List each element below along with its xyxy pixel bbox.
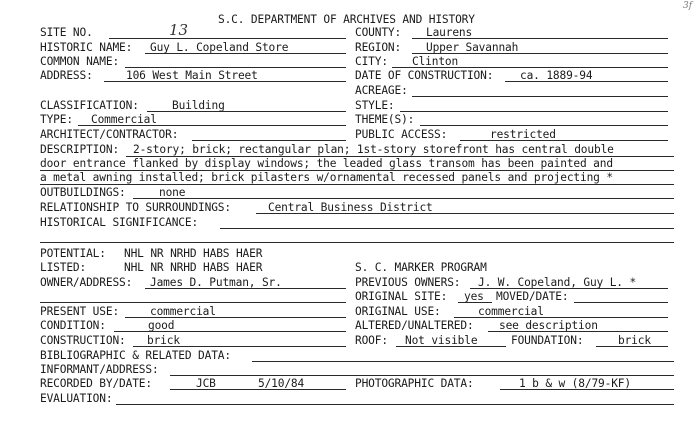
previous-owners-value: J. W. Copeland, Guy L. *: [478, 276, 637, 289]
county-value: Laurens: [426, 26, 473, 39]
address-value: 106 West Main Street: [126, 69, 258, 82]
potential-options: NHL NR NRHD HABS HAER: [124, 247, 263, 260]
evaluation-line: [116, 404, 674, 405]
previous-owners-line: [470, 288, 668, 289]
region-line: [412, 53, 668, 54]
classification-line: [147, 111, 346, 112]
region-value: Upper Savannah: [426, 41, 519, 54]
historical-significance-line: [220, 228, 674, 229]
photographic-data-line: [500, 389, 674, 390]
common-name-label: COMMON NAME:: [40, 55, 120, 68]
style-line: [400, 111, 668, 112]
original-site-value: yes: [464, 290, 484, 303]
acreage-line: [412, 96, 668, 97]
foundation-label: FOUNDATION:: [511, 334, 584, 347]
marker-program-label: S. C. MARKER PROGRAM: [355, 261, 487, 274]
listed-label: LISTED:: [40, 261, 87, 274]
city-label: CITY:: [355, 55, 388, 68]
city-value: Clinton: [412, 55, 459, 68]
relationship-line: [256, 213, 674, 214]
roof-value: Not visible: [405, 334, 478, 347]
type-label: TYPE:: [40, 113, 73, 126]
recorded-date: 5/10/84: [258, 377, 305, 390]
foundation-line: [596, 346, 668, 347]
relationship-value: Central Business District: [268, 201, 433, 214]
historic-name-line: [145, 53, 346, 54]
photographic-data-label: PHOTOGRAPHIC DATA:: [355, 377, 474, 390]
evaluation-label: EVALUATION:: [40, 392, 113, 405]
outbuildings-value: none: [159, 186, 186, 199]
description-line-1: 2-story; brick; rectangular plan; 1st-story storefront has central double: [133, 143, 614, 156]
site-no-value: 13: [169, 21, 189, 39]
classification-label: CLASSIFICATION:: [40, 99, 139, 112]
historic-name-label: HISTORIC NAME:: [40, 41, 133, 54]
altered-line: [488, 331, 668, 332]
original-use-value: commercial: [478, 305, 544, 318]
date-of-construction-value: ca. 1889-94: [520, 69, 593, 82]
architect-line: [192, 140, 346, 141]
moved-date-line: [574, 302, 668, 303]
roof-label: ROOF:: [355, 334, 388, 347]
condition-line: [114, 331, 346, 332]
type-line: [78, 125, 346, 126]
county-line: [412, 38, 668, 39]
type-value: Commercial: [91, 113, 157, 126]
county-label: COUNTY:: [355, 26, 402, 39]
moved-date-label: MOVED/DATE:: [496, 290, 569, 303]
significance-extra-line: [40, 242, 674, 243]
historical-significance-label: HISTORICAL SIGNIFICANCE:: [40, 216, 199, 229]
potential-label: POTENTIAL:: [40, 247, 106, 260]
original-site-label: ORIGINAL SITE:: [355, 290, 448, 303]
foundation-value: brick: [618, 334, 651, 347]
previous-owners-label: PREVIOUS OWNERS:: [355, 276, 461, 289]
style-label: STYLE:: [355, 99, 395, 112]
date-of-construction-label: DATE OF CONSTRUCTION:: [355, 69, 494, 82]
outbuildings-line: [133, 198, 674, 199]
form-title: S.C. DEPARTMENT OF ARCHIVES AND HISTORY: [218, 13, 475, 26]
themes-line: [420, 125, 668, 126]
informant-label: INFORMANT/ADDRESS:: [40, 363, 159, 376]
public-access-line: [460, 140, 668, 141]
public-access-label: PUBLIC ACCESS:: [355, 128, 448, 141]
bibliographic-line: [252, 361, 674, 362]
present-use-label: PRESENT USE:: [40, 305, 120, 318]
recorder-initials: JCB: [196, 377, 216, 390]
informant-line: [170, 375, 674, 376]
historic-name-value: Guy L. Copeland Store: [150, 41, 289, 54]
condition-label: CONDITION:: [40, 319, 106, 332]
construction-label: CONSTRUCTION:: [40, 334, 126, 347]
present-use-value: commercial: [150, 305, 216, 318]
acreage-label: ACREAGE:: [355, 84, 408, 97]
recorded-by-label: RECORDED BY/DATE:: [40, 377, 152, 390]
site-no-line: [109, 38, 346, 39]
altered-value: see description: [499, 319, 598, 332]
construction-value: brick: [147, 334, 180, 347]
photographic-data-value: 1 b & w (8/79-KF): [519, 377, 631, 390]
condition-value: good: [148, 319, 175, 332]
address-line: [104, 81, 346, 82]
altered-label: ALTERED/UNALTERED:: [355, 319, 474, 332]
description-line-3: a metal awning installed; brick pilasters w/ornamental recessed panels and projecting *: [40, 171, 613, 184]
owner-address-label: OWNER/ADDRESS:: [40, 276, 133, 289]
description-line-2: door entrance flanked by display windows; the leaded glass transom has been painted and: [40, 157, 613, 170]
site-no-label: SITE NO.: [40, 26, 93, 39]
recorded-by-line: [170, 389, 346, 390]
roof-line: [396, 346, 506, 347]
address-label: ADDRESS:: [40, 69, 93, 82]
classification-value: Building: [172, 99, 225, 112]
themes-label: THEME(S):: [355, 113, 415, 126]
public-access-value: restricted: [490, 128, 556, 141]
bibliographic-label: BIBLIOGRAPHIC & RELATED DATA:: [40, 349, 231, 362]
date-of-construction-line: [505, 81, 668, 82]
city-line: [392, 67, 668, 68]
common-name-line: [125, 67, 346, 68]
listed-options: NHL NR NRHD HABS HAER: [124, 261, 263, 274]
owner-extra-line: [40, 302, 346, 303]
owner-address-line: [145, 288, 346, 289]
owner-address-value: James D. Putman, Sr.: [150, 276, 282, 289]
original-site-line: [458, 302, 492, 303]
relationship-label: RELATIONSHIP TO SURROUNDINGS:: [40, 201, 231, 214]
region-label: REGION:: [355, 41, 402, 54]
description-rule-3: [40, 184, 674, 185]
present-use-line: [125, 317, 346, 318]
original-use-line: [454, 317, 668, 318]
description-label: DESCRIPTION:: [40, 143, 120, 156]
architect-label: ARCHITECT/CONTRACTOR:: [40, 128, 179, 141]
construction-line: [133, 346, 346, 347]
corner-mark: 3f: [683, 1, 693, 11]
original-use-label: ORIGINAL USE:: [355, 305, 441, 318]
outbuildings-label: OUTBUILDINGS:: [40, 186, 126, 199]
